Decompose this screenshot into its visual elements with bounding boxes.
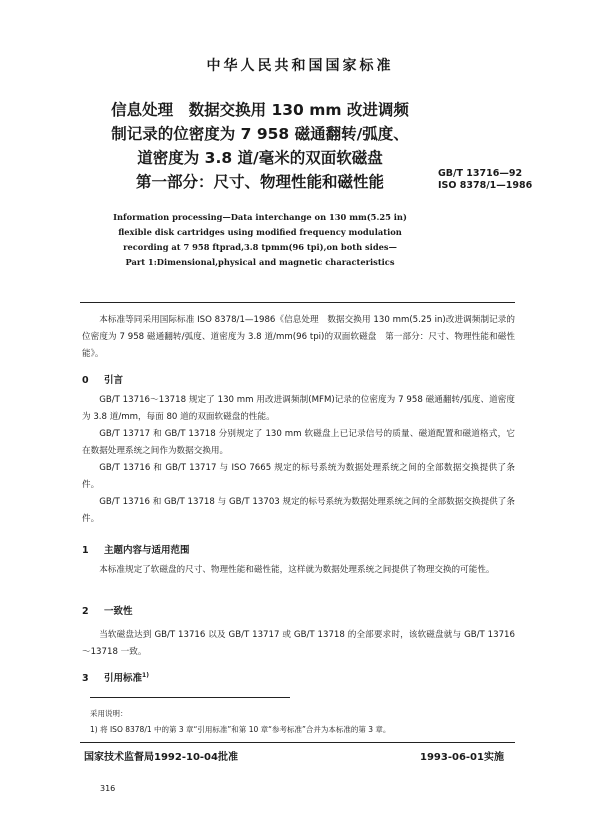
section-3-heading: 3 引用标准$^{1)}$ (82, 671, 149, 684)
section-0-heading: 0 引言 (82, 375, 124, 386)
page-number: 316 (100, 784, 116, 793)
intro-paragraph: 本标准等同采用国际标准 ISO 8378/1—1986《信息处理 数据交换用 130 mm(5.25 in)改进调频制记录的位密度为 7 958 磁通翻转/弧度、道密度为 3.8 道/mm(96 tpi)的双面软磁盘 第一部分：尺寸、物理性能和磁性能》。 (82, 315, 515, 359)
section-0-para-1: GB/T 13716～13718 规定了 130 mm 用改进调频制(MFM)记录的位密度为 7 958 磁通翻转/弧度、道密度为 3.8 道/mm，每面 80 道的双面软磁盘的性能。 (82, 395, 515, 422)
title-cn-line-3: 道密度为 3.8 道/毫米的双面软磁盘 (137, 149, 383, 167)
divider-top (80, 302, 515, 303)
title-en-line-4: Part 1:Dimensional,physical and magnetic characteristics (125, 257, 395, 267)
footnote-text: 1) 将 ISO 8378/1 中的第 3 章“引用标准”和第 10 章“参考标准”合并为本标准的第 3 章。 (90, 725, 391, 734)
section-0-para-2: GB/T 13717 和 GB/T 13718 分别规定了 130 mm 软磁盘上已记录信号的质量、磁道配置和磁道格式，它在数据处理系统之间作为数据交换用。 (82, 429, 515, 456)
implementation-date: 1993-06-01实施 (420, 752, 504, 763)
section-0-para-3: GB/T 13716 和 GB/T 13717 与 ISO 7665 规定的标号系统为数据处理系统之间的全部数据交换提供了条件。 (82, 463, 515, 490)
section-1-body: 本标准规定了软磁盘的尺寸、物理性能和磁性能，这样就为数据处理系统之间提供了物理交换的可能性。 (99, 565, 495, 575)
title-cn-line-4: 第一部分：尺寸、物理性能和磁性能 (135, 173, 384, 191)
section-2-heading: 2 一致性 (82, 606, 133, 617)
title-en-line-1: Information processing—Data interchange on 130 mm(5.25 in) (113, 212, 407, 222)
standard-codes (438, 168, 532, 192)
footnote-label: 采用说明： (90, 709, 128, 718)
section-2-body: 当软磁盘达到 GB/T 13716 以及 GB/T 13717 或 GB/T 13718 的全部要求时，该软磁盘就与 GB/T 13716～13718 一致。 (82, 630, 515, 657)
footnote-rule (90, 697, 290, 698)
title-en-line-3: recording at 7 958 ftprad,3.8 tpmm(96 tpi),on both sides— (123, 242, 397, 252)
approval-date: 国家技术监督局1992-10-04批准 (84, 752, 238, 763)
title-cn-line-1: 信息处理 数据交换用 130 mm 改进调频 (111, 101, 409, 119)
divider-bottom (80, 742, 515, 743)
section-0-body (82, 392, 515, 528)
title-en-line-2: flexible disk cartridges using modified frequency modulation (118, 227, 402, 237)
iso-code: ISO 8378/1—1986 (438, 180, 533, 191)
footnote (90, 706, 510, 738)
title-cn-line-2: 制记录的位密度为 7 958 磁通翻转/弧度、 (111, 125, 409, 143)
section-1-heading: 1 主题内容与适用范围 (82, 545, 190, 556)
section-0-para-4: GB/T 13716 和 GB/T 13718 与 GB/T 13703 规定的标号系统为数据处理系统之间的全部数据交换提供了条件。 (82, 497, 515, 524)
gb-code: GB/T 13716—92 (438, 168, 523, 179)
title-en (60, 210, 460, 270)
standard-header: 中华人民共和国国家标准 (206, 58, 394, 74)
